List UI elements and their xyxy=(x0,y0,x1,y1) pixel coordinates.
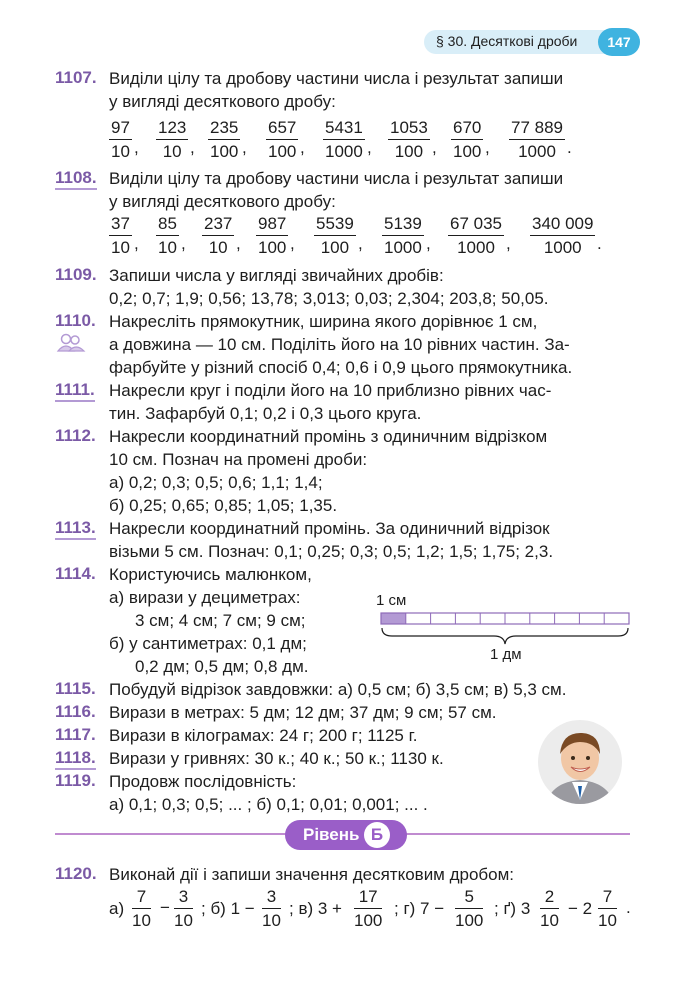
denominator: 10 xyxy=(111,142,130,161)
exercise-text: Накресли координатний промінь. За одиничний відрізок xyxy=(109,519,550,538)
exercise-text: а) 0,1; 0,3; 0,5; ... ; б) 0,1; 0,01; 0,001; ... . xyxy=(109,795,428,814)
numerator: 235 xyxy=(208,118,240,140)
fraction xyxy=(266,118,298,162)
numerator: 1053 xyxy=(388,118,430,140)
denominator: 10 xyxy=(598,911,617,930)
item-label: ; ґ) 3 xyxy=(494,899,531,918)
exercise-text: Виділи цілу та дробову частини числа і результат запиши xyxy=(109,169,564,188)
exercise-number: 1120. xyxy=(55,864,97,883)
exercise-text: Накресли координатний промінь з одиничним відрізком xyxy=(109,427,548,446)
figure-label-cm: 1 см xyxy=(376,592,407,609)
fraction xyxy=(208,118,240,162)
exercise-text: б) 0,25; 0,65; 0,85; 1,05; 1,35. xyxy=(109,496,338,515)
exercise-number: 1111. xyxy=(55,380,95,402)
denominator: 10 xyxy=(262,911,281,930)
numerator: 85 xyxy=(156,214,179,236)
separator: , xyxy=(134,138,139,157)
numerator: 7 xyxy=(598,887,617,909)
numerator: 5 xyxy=(455,887,483,909)
exercise-number: 1108. xyxy=(55,168,97,190)
ruler-figure xyxy=(380,610,632,646)
pair-work-icon xyxy=(56,333,86,353)
separator: , xyxy=(432,138,437,157)
exercise-number: 1115. xyxy=(55,679,96,698)
separator: , xyxy=(290,234,295,253)
numerator: 77 889 xyxy=(509,118,565,140)
denominator: 1000 xyxy=(325,142,363,161)
exercise-text: візьми 5 см. Познач: 0,1; 0,25; 0,3; 0,5; 1,2; 1,5; 1,75; 2,3. xyxy=(109,542,554,561)
exercise-text: а) 0,2; 0,3; 0,5; 0,6; 1,1; 1,4; xyxy=(109,473,323,492)
level-label: Рівень xyxy=(303,825,360,844)
fraction xyxy=(202,214,234,258)
numerator: 3 xyxy=(174,887,193,909)
separator: . xyxy=(567,138,572,157)
denominator: 10 xyxy=(158,238,177,257)
denominator: 1000 xyxy=(518,142,556,161)
exercise-text: Продовж послідовність: xyxy=(109,772,297,791)
exercise-text: Користуючись малюнком, xyxy=(109,565,312,584)
numerator: 67 035 xyxy=(448,214,504,236)
denominator: 100 xyxy=(258,238,287,257)
boy-photo xyxy=(538,720,622,804)
exercise-number: 1109. xyxy=(55,265,97,284)
numerator: 17 xyxy=(354,887,382,909)
exercise-text: Виконай дії і запиши значення десятковим дробом: xyxy=(109,865,515,884)
numerator: 5139 xyxy=(382,214,424,236)
period: . xyxy=(626,898,631,917)
numerator: 2 xyxy=(540,887,559,909)
denominator: 10 xyxy=(208,238,228,257)
item-label: ; г) 7 − xyxy=(394,899,445,918)
separator: , xyxy=(242,138,247,157)
fraction xyxy=(109,118,132,162)
exercise-number: 1119. xyxy=(55,771,96,790)
exercise-text: Вирази в кілограмах: 24 г; 200 г; 1125 г. xyxy=(109,726,418,745)
exercise-text: Вирази в метрах: 5 дм; 12 дм; 37 дм; 9 см; 57 см. xyxy=(109,703,497,722)
denominator: 100 xyxy=(320,238,350,257)
separator: , xyxy=(485,138,490,157)
numerator: 5431 xyxy=(323,118,365,140)
fraction xyxy=(314,214,356,258)
fraction xyxy=(388,118,430,162)
numerator: 670 xyxy=(451,118,483,140)
exercise-text: у вигляді десяткового дробу: xyxy=(109,192,336,211)
item-label: ; в) 3 + xyxy=(289,899,342,918)
denominator: 10 xyxy=(111,238,130,257)
denominator: 1000 xyxy=(457,238,495,257)
separator: , xyxy=(190,138,195,157)
exercise-number: 1114. xyxy=(55,564,96,583)
fraction xyxy=(382,214,424,258)
exercise-number: 1118. xyxy=(55,748,96,770)
denominator: 100 xyxy=(453,142,482,161)
level-letter: Б xyxy=(364,822,390,848)
denominator: 100 xyxy=(455,911,484,930)
exercise-number: 1112. xyxy=(55,426,96,445)
fraction xyxy=(451,118,483,162)
separator: , xyxy=(134,234,139,253)
fraction xyxy=(156,214,179,258)
exercise-text: 0,2 дм; 0,5 дм; 0,8 дм. xyxy=(135,657,309,676)
fraction xyxy=(448,214,504,258)
figure-label-dm: 1 дм xyxy=(490,646,522,663)
section-title: § 30. Десяткові дроби xyxy=(436,33,578,49)
item-label: − 2 xyxy=(568,899,593,918)
fraction xyxy=(509,118,565,162)
separator: , xyxy=(181,234,186,253)
denominator: 10 xyxy=(162,142,182,161)
numerator: 987 xyxy=(256,214,288,236)
exercise-number: 1107. xyxy=(55,68,97,87)
numerator: 37 xyxy=(109,214,132,236)
exercise-number: 1117. xyxy=(55,725,96,744)
separator: , xyxy=(358,234,363,253)
item-label: ; б) 1 − xyxy=(201,899,255,918)
minus-sign: − xyxy=(160,898,170,917)
numerator: 97 xyxy=(109,118,132,140)
fraction xyxy=(156,118,188,162)
numerator: 7 xyxy=(132,887,151,909)
denominator: 10 xyxy=(174,911,193,930)
numerator: 657 xyxy=(266,118,298,140)
denominator: 10 xyxy=(540,911,559,930)
exercise-text: тин. Зафарбуй 0,1; 0,2 і 0,3 цього круга. xyxy=(109,404,422,423)
exercise-text: а) вирази у дециметрах: xyxy=(109,588,301,607)
denominator: 100 xyxy=(354,911,383,930)
exercise-number: 1116. xyxy=(55,702,96,721)
separator: , xyxy=(426,234,431,253)
denominator: 100 xyxy=(210,142,239,161)
numerator: 5539 xyxy=(314,214,356,236)
exercise-text: 3 см; 4 см; 7 см; 9 см; xyxy=(135,611,306,630)
fraction xyxy=(323,118,365,162)
exercise-number: 1113. xyxy=(55,518,96,540)
page-number: 147 xyxy=(598,28,640,56)
exercise-text: 0,2; 0,7; 1,9; 0,56; 13,78; 3,013; 0,03; 2,304; 203,8; 50,05. xyxy=(109,289,549,308)
denominator: 1000 xyxy=(543,238,582,257)
exercise-number: 1110. xyxy=(55,311,96,330)
fraction xyxy=(256,214,288,258)
separator: , xyxy=(506,234,511,253)
exercise-text: Накресліть прямокутник, ширина якого дорівнює 1 см, xyxy=(109,312,538,331)
denominator: 10 xyxy=(132,911,151,930)
exercise-text: Виділи цілу та дробову частини числа і результат запиши xyxy=(109,69,564,88)
numerator: 123 xyxy=(156,118,188,140)
exercise-text: а довжина — 10 см. Поділіть його на 10 рівних частин. За- xyxy=(109,335,570,354)
fraction xyxy=(109,214,132,258)
fraction xyxy=(530,214,595,258)
exercise-text: фарбуйте у різний спосіб 0,4; 0,6 і 0,9 цього прямокутника. xyxy=(109,358,573,377)
exercise-text: 10 см. Познач на промені дроби: xyxy=(109,450,368,469)
separator: , xyxy=(236,234,241,253)
denominator: 100 xyxy=(268,142,297,161)
separator: . xyxy=(597,234,602,253)
exercise-text: Вирази у гривнях: 30 к.; 40 к.; 50 к.; 1130 к. xyxy=(109,749,444,768)
exercise-text: Побудуй відрізок завдовжки: а) 0,5 см; б) 3,5 см; в) 5,3 см. xyxy=(109,680,567,699)
separator: , xyxy=(300,138,305,157)
denominator: 100 xyxy=(394,142,424,161)
numerator: 3 xyxy=(262,887,281,909)
numerator: 340 009 xyxy=(530,214,595,236)
denominator: 1000 xyxy=(384,238,422,257)
separator: , xyxy=(367,138,372,157)
exercise-text: Накресли круг і поділи його на 10 приблизно рівних час- xyxy=(109,381,552,400)
exercise-text: у вигляді десяткового дробу: xyxy=(109,92,336,111)
numerator: 237 xyxy=(202,214,234,236)
exercise-text: б) у сантиметрах: 0,1 дм; xyxy=(109,634,307,653)
item-label: а) xyxy=(109,899,125,918)
exercise-text: Запиши числа у вигляді звичайних дробів: xyxy=(109,266,444,285)
